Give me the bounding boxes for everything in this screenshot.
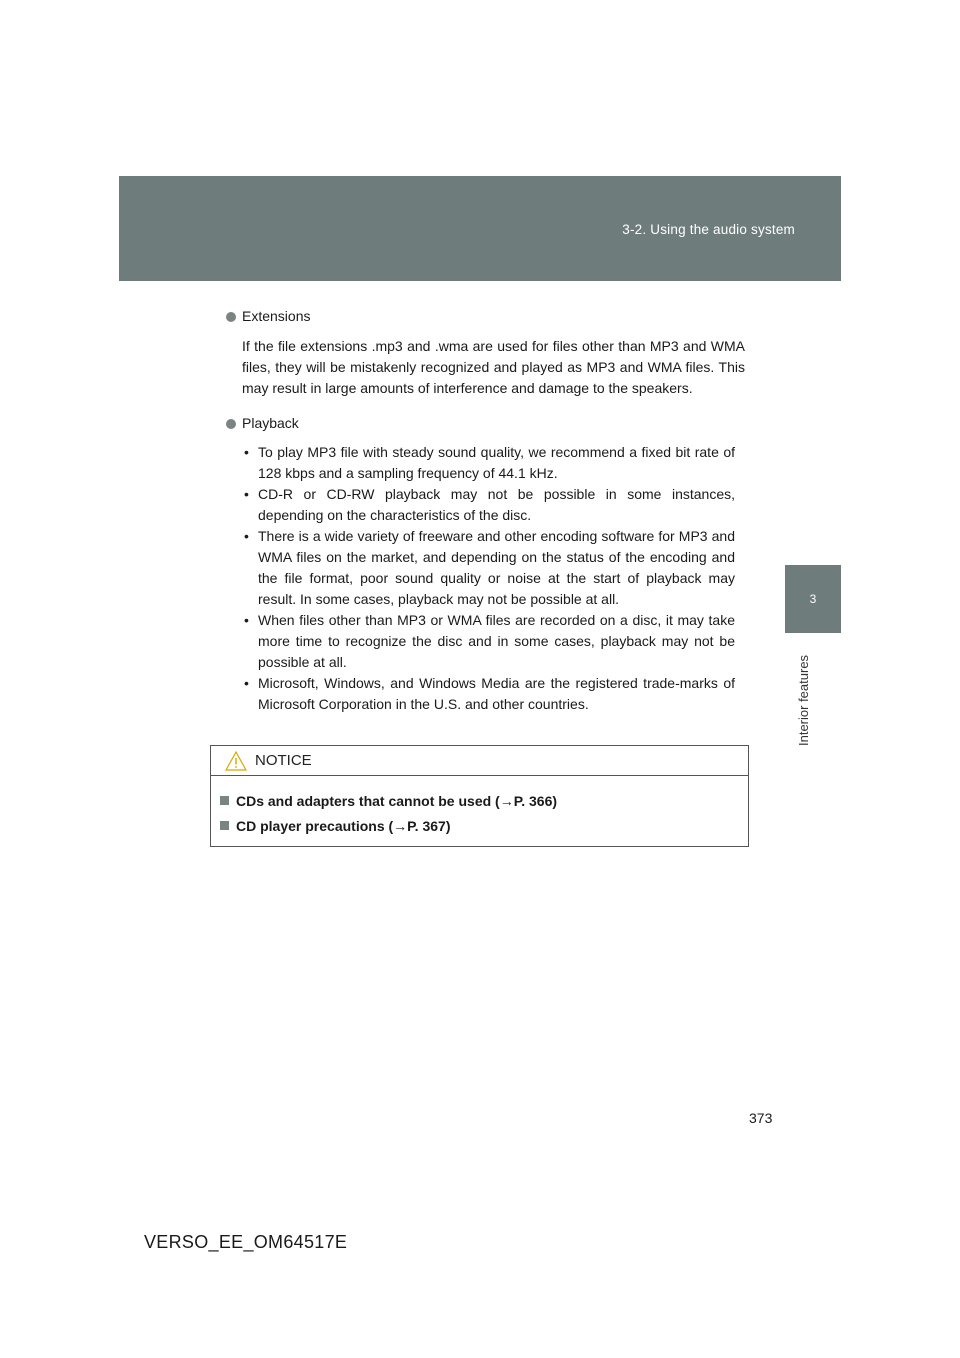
header-band [119,176,841,281]
chapter-tab: 3 [785,565,841,633]
notice-title: NOTICE [255,752,312,769]
bullet-dot-icon [226,312,236,322]
bullet-dot-icon [226,419,236,429]
notice-item [220,788,748,813]
notice-item-text: CDs and adapters that cannot be used (→P. 366) [236,792,558,809]
notice-header [211,746,748,776]
chapter-label: Interior features [796,654,811,746]
square-bullet-icon [220,821,229,830]
document-code: VERSO_EE_OM64517E [144,1232,348,1252]
extensions-paragraph: If the file extensions .mp3 and .wma are used for files other than MP3 and WMA files, they will be mistakenly recognized and played as MP3 and WMA files. This may result in large amounts of interference and damage to the speakers. [242,338,745,396]
section-heading-text: Playback [242,415,299,431]
warning-triangle-icon [225,751,247,771]
notice-item [220,813,748,838]
list-item: • Microsoft, Windows, and Windows Media are the registered trade-marks of Microsoft Corporation in the U.S. and other countries. [244,673,735,715]
section-heading-playback [226,413,745,434]
notice-body [211,776,748,838]
notice-box [210,745,749,847]
section-heading-text: Extensions [242,308,311,324]
list-item: • When files other than MP3 or WMA files are recorded on a disc, it may take more time to recognize the disc and in some cases, playback may not be possible at all. [244,610,735,673]
section-heading-extensions [226,306,745,327]
notice-item-text: CD player precautions (→P. 367) [236,817,451,834]
page-number: 373 [749,1110,773,1126]
playback-list [244,442,745,715]
list-item: • CD-R or CD-RW playback may not be possible in some instances, depending on the characteristics of the disc. [244,484,735,526]
list-item: • There is a wide variety of freeware and other encoding software for MP3 and WMA files on the market, and depending on the status of the encoding and the file format, poor sound quality or noise at the start of playback may result. In some cases, playback may not be possible at all. [244,526,735,610]
square-bullet-icon [220,796,229,805]
page-content [226,306,745,715]
list-item: • To play MP3 file with steady sound quality, we recommend a fixed bit rate of 128 kbps and a sampling frequency of 44.1 kHz. [244,442,735,484]
section-title: 3-2. Using the audio system [622,222,795,237]
